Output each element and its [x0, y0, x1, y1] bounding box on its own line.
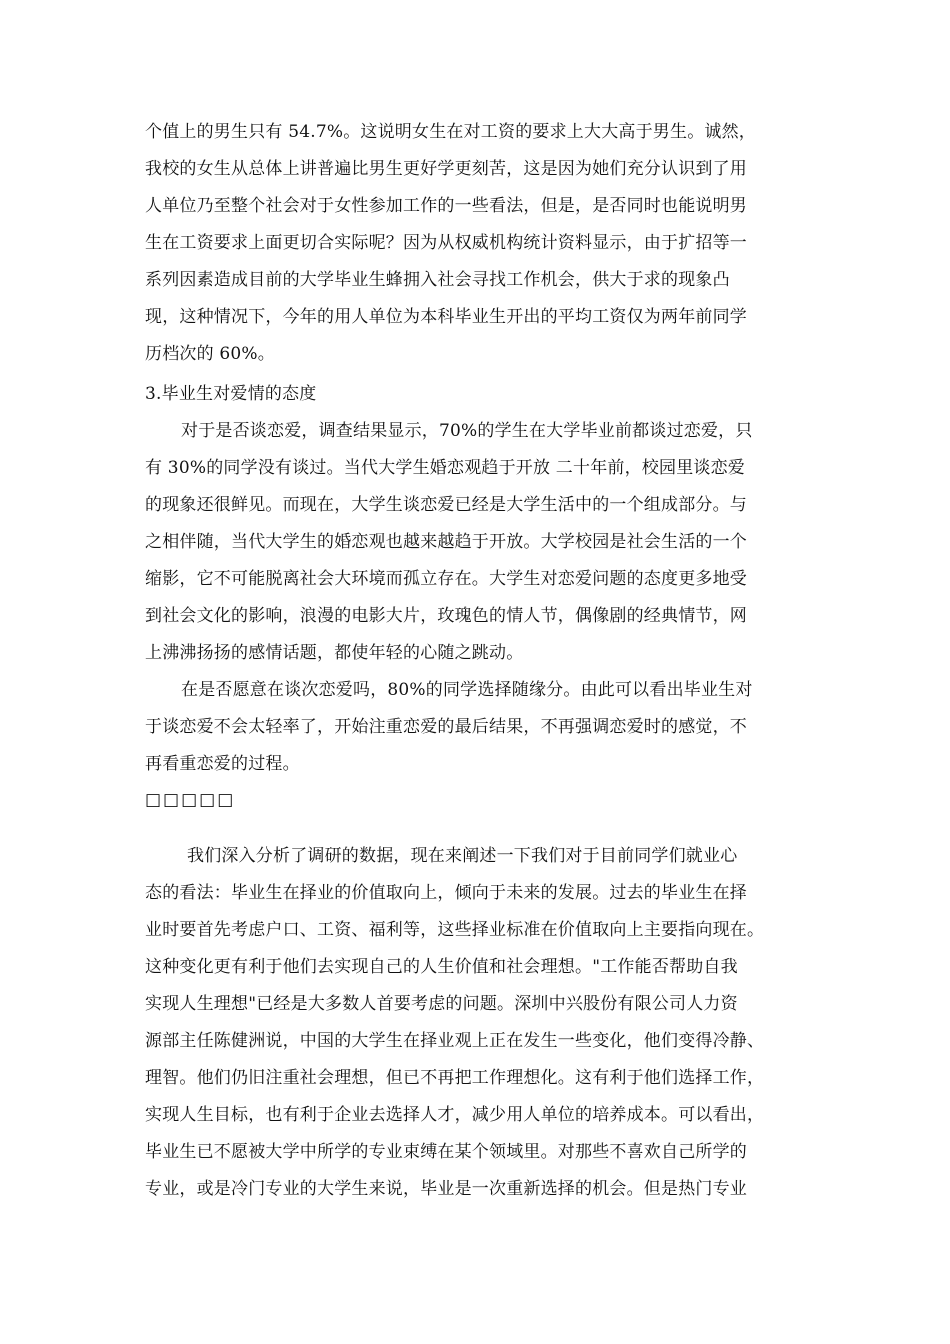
- text-line: 现，这种情况下，今年的用人单位为本科毕业生开出的平均工资仅为两年前同学: [145, 307, 747, 327]
- section-heading-love-attitude: 3.毕业生对爱情的态度: [145, 384, 317, 404]
- text-line: 上沸沸扬扬的感情话题，都使年轻的心随之跳动。: [145, 643, 524, 663]
- paragraph-salary-comparison: [145, 114, 809, 373]
- text-line: 我们深入分析了调研的数据，现在来阐述一下我们对于目前同学们就业心: [187, 846, 738, 866]
- text-line: 我校的女生从总体上讲普遍比男生更好学更刻苦，这是因为她们充分认识到了用: [145, 159, 747, 179]
- paragraph-dating-willingness: [145, 672, 809, 783]
- paragraph-employment-analysis: [145, 838, 809, 1208]
- text-line: 这种变化更有利于他们去实现自己的人生价值和社会理想。"工作能否帮助自我: [145, 957, 738, 977]
- text-line: 专业，或是冷门专业的大学生来说，毕业是一次重新选择的机会。但是热门专业: [145, 1179, 747, 1199]
- text-line: 态的看法：毕业生在择业的价值取向上，倾向于未来的发展。过去的毕业生在择: [145, 883, 747, 903]
- text-line: 再看重恋爱的过程。: [145, 754, 300, 774]
- text-line: 生在工资要求上面更切合实际呢？因为从权威机构统计资料显示，由于扩招等一: [145, 233, 747, 253]
- text-line: 于谈恋爱不会太轻率了，开始注重恋爱的最后结果，不再强调恋爱时的感觉，不: [145, 717, 747, 737]
- text-line: 之相伴随，当代大学生的婚恋观也越来越趋于开放。大学校园是社会生活的一个: [145, 532, 747, 552]
- text-line: 历档次的 60%。: [145, 344, 275, 364]
- text-line: 到社会文化的影响，浪漫的电影大片，玫瑰色的情人节，偶像剧的经典情节，网: [145, 606, 747, 626]
- paragraph-dating-survey: [145, 413, 809, 672]
- text-line: 源部主任陈健洲说，中国的大学生在择业观上正在发生一些变化，他们变得冷静、: [145, 1031, 765, 1051]
- text-line: 业时要首先考虑户口、工资、福利等，这些择业标准在价值取向上主要指向现在。: [145, 920, 765, 940]
- text-line: 理智。他们仍旧注重社会理想，但已不再把工作理想化。这有利于他们选择工作，: [145, 1068, 765, 1088]
- text-line: 实现人生目标，也有利于企业去选择人才，减少用人单位的培养成本。可以看出，: [145, 1105, 765, 1125]
- text-line: 实现人生理想"已经是大多数人首要考虑的问题。深圳中兴股份有限公司人力资: [145, 994, 738, 1014]
- text-line: 的现象还很鲜见。而现在，大学生谈恋爱已经是大学生活中的一个组成部分。与: [145, 495, 747, 515]
- text-line: 人单位乃至整个社会对于女性参加工作的一些看法，但是，是否同时也能说明男: [145, 196, 747, 216]
- text-line: 系列因素造成目前的大学毕业生蜂拥入社会寻找工作机会，供大于求的现象凸: [145, 270, 730, 290]
- text-line: 有 30%的同学没有谈过。当代大学生婚恋观趋于开放 二十年前，校园里谈恋爱: [145, 458, 745, 478]
- text-line: 缩影，它不可能脱离社会大环境而孤立存在。大学生对恋爱问题的态度更多地受: [145, 569, 747, 589]
- text-line: 对于是否谈恋爱，调查结果显示，70%的学生在大学毕业前都谈过恋爱，只: [181, 421, 753, 441]
- text-line: 毕业生已不愿被大学中所学的专业束缚在某个领域里。对那些不喜欢自己所学的: [145, 1142, 747, 1162]
- text-line: 在是否愿意在谈次恋爱吗，80%的同学选择随缘分。由此可以看出毕业生对: [181, 680, 753, 700]
- text-line: 个值上的男生只有 54.7%。这说明女生在对工资的要求上大大高于男生。诚然，: [145, 122, 757, 142]
- garbled-section-heading: □□□□□: [145, 790, 236, 810]
